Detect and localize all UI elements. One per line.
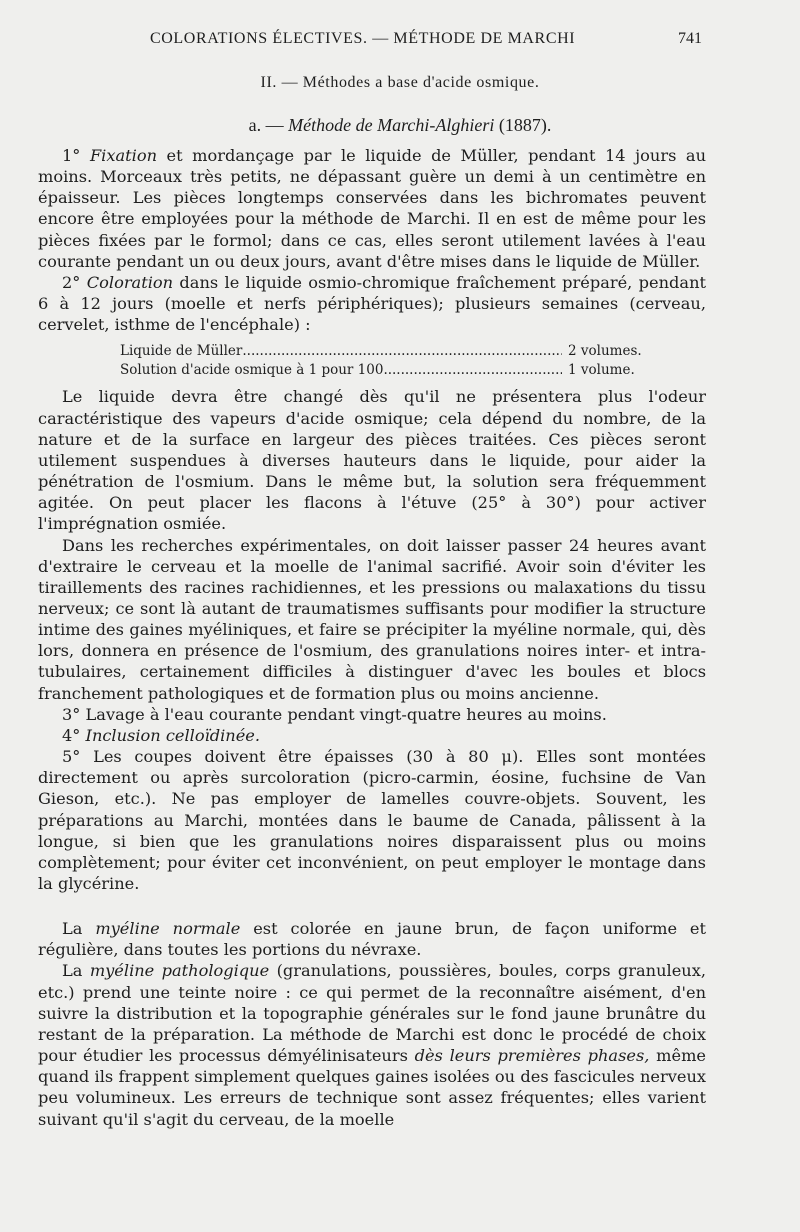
paragraph-liquid-change: Le liquide devra être changé dès qu'il ne présentera plus l'odeur caractéristique des vapeurs d'acide osmique; cela dépend du nombre, de la nature et de la surface en largeur des pièces traitées. Ces pièces seront utilement suspendues à diverses hauteurs dans le liquide, pour aider la pénétration de l'osmium. Dans le même but, la solution sera fréquemment agitée. On peut placer les flacons à l'étuve (25° à 30°) pour activer l'imprégnation osmiée.: [38, 387, 706, 534]
paragraph-text: La: [62, 961, 90, 981]
emphasis-term: myéline normale: [95, 919, 241, 939]
running-header-title: COLORATIONS ÉLECTIVES. — MÉTHODE DE MARCHI: [150, 30, 576, 47]
step-number: 1°: [62, 146, 90, 165]
emphasis-term: dès leurs premières phases,: [414, 1046, 650, 1066]
paragraph-text: dans le liquide osmio-chromique fraîchement préparé, pendant 6 à 12 jours (moelle et nerfs périphériques); plusieurs semaines (cerveau, cervelet, isthme de l'encéphale) :: [38, 272, 706, 335]
leader-dots: [242, 342, 562, 361]
paragraph-text: et mordançage par le liquide de Müller, pendant 14 jours au moins. Morceaux très petits, ne dépassant guère un demi à un centimètre en épaisseur. Les pièces longtemps conservées dans les bichromates peuvent encore être employées pour la méthode de Marchi. Il en est de même pour les pièces fixées par le formol; dans ce cas, elles seront utilement lavées à l'eau courante pendant un ou deux jours, avant d'être mises dans le liquide de Müller.: [38, 146, 706, 271]
paragraph-inclusion: [38, 725, 706, 746]
paragraph-fixation: [38, 145, 706, 272]
paragraph-experimental: Dans les recherches expérimentales, on doit laisser passer 24 heures avant d'extraire le cerveau et la moelle de l'animal sacrifié. Avoir soin d'éviter les tiraillements des racines rachidiennes, et les pressions ou malaxations du tissu nerveux; ce sont là autant de traumatismes suffisants pour modifier la structure intime des gaines myéliniques, et faire se précipiter la myéline normale, qui, dès lors, donnera en présence de l'osmium, des granulations noires inter- et intra-tubulaires, certainement difficiles à distinguer d'avec les boules et blocs franchement pathologiques et de formation plus ou moins ancienne.: [38, 535, 706, 703]
formula-row: [120, 361, 660, 380]
formula-quantity: 2 volumes.: [568, 343, 642, 360]
paragraph-lavage: 3° Lavage à l'eau courante pendant vingt-quatre heures au moins.: [62, 704, 607, 724]
step-term: Coloration: [86, 272, 174, 292]
step-term: Inclusion celloïdinée.: [85, 725, 261, 745]
subsection-year: (1887).: [498, 115, 552, 135]
subsection-title: Méthode de Marchi-Alghieri: [288, 115, 495, 135]
formula-label: Solution d'acide osmique à 1 pour 100: [120, 362, 384, 379]
paragraph-text: est colorée en jaune brun, de façon uniforme et régulière, dans toutes les portions du névraxe.: [38, 919, 707, 960]
section-heading: II. — Méthodes a base d'acide osmique.: [260, 74, 540, 91]
step-term: Fixation: [89, 146, 157, 165]
emphasis-term: myéline pathologique: [89, 961, 270, 981]
subsection-heading: [0, 115, 800, 136]
leader-dots: [383, 361, 562, 380]
subsection-prefix: a. —: [248, 115, 284, 135]
paragraph-text: (granulations, poussières, boules, corps granuleux, etc.) prend une teinte noire : ce qui permet de la reconnaître aisément, d'en suivre la distribution et la topographie générales sur le fond jaune brunâtre du restant de la préparation. La méthode de Marchi est donc le procédé de choix pour étudier les processus démyélinisateurs: [38, 961, 706, 1066]
paragraph-gap: [38, 894, 706, 918]
formula-table: [120, 342, 660, 380]
paragraph-text: La: [62, 919, 96, 939]
paragraph-text: même quand ils frappent simplement quelques gaines isolées ou des fascicules nerveux peu volumineux. Les erreurs de technique sont assez fréquentes; elles varient suivant qu'il s'agit du cerveau, de la moelle: [38, 1046, 706, 1129]
step-number: 2°: [62, 272, 87, 292]
paragraph-myeline-pathologique: [38, 960, 706, 1129]
running-header: [150, 30, 702, 48]
body-text: [38, 145, 706, 1130]
formula-row: [120, 342, 660, 361]
formula-label: Liquide de Müller: [120, 343, 243, 360]
paragraph-coupes: 5° Les coupes doivent être épaisses (30 à 80 μ). Elles sont montées directement ou après surcoloration (picro-carmin, éosine, fuchsine de Van Gieson, etc.). Ne pas employer de lamelles couvre-objets. Souvent, les préparations au Marchi, montées dans le baume de Canada, pâlissent à la longue, si bien que les granulations noires disparaissent plus ou moins complètement; pour éviter cet inconvénient, on peut employer le montage dans la glycérine.: [38, 747, 706, 893]
page-number: 741: [678, 30, 702, 47]
formula-quantity: 1 volume.: [568, 362, 635, 379]
paragraph-myeline-normale: [38, 918, 706, 960]
step-number: 4°: [62, 725, 86, 745]
paragraph-coloration: [38, 272, 706, 335]
